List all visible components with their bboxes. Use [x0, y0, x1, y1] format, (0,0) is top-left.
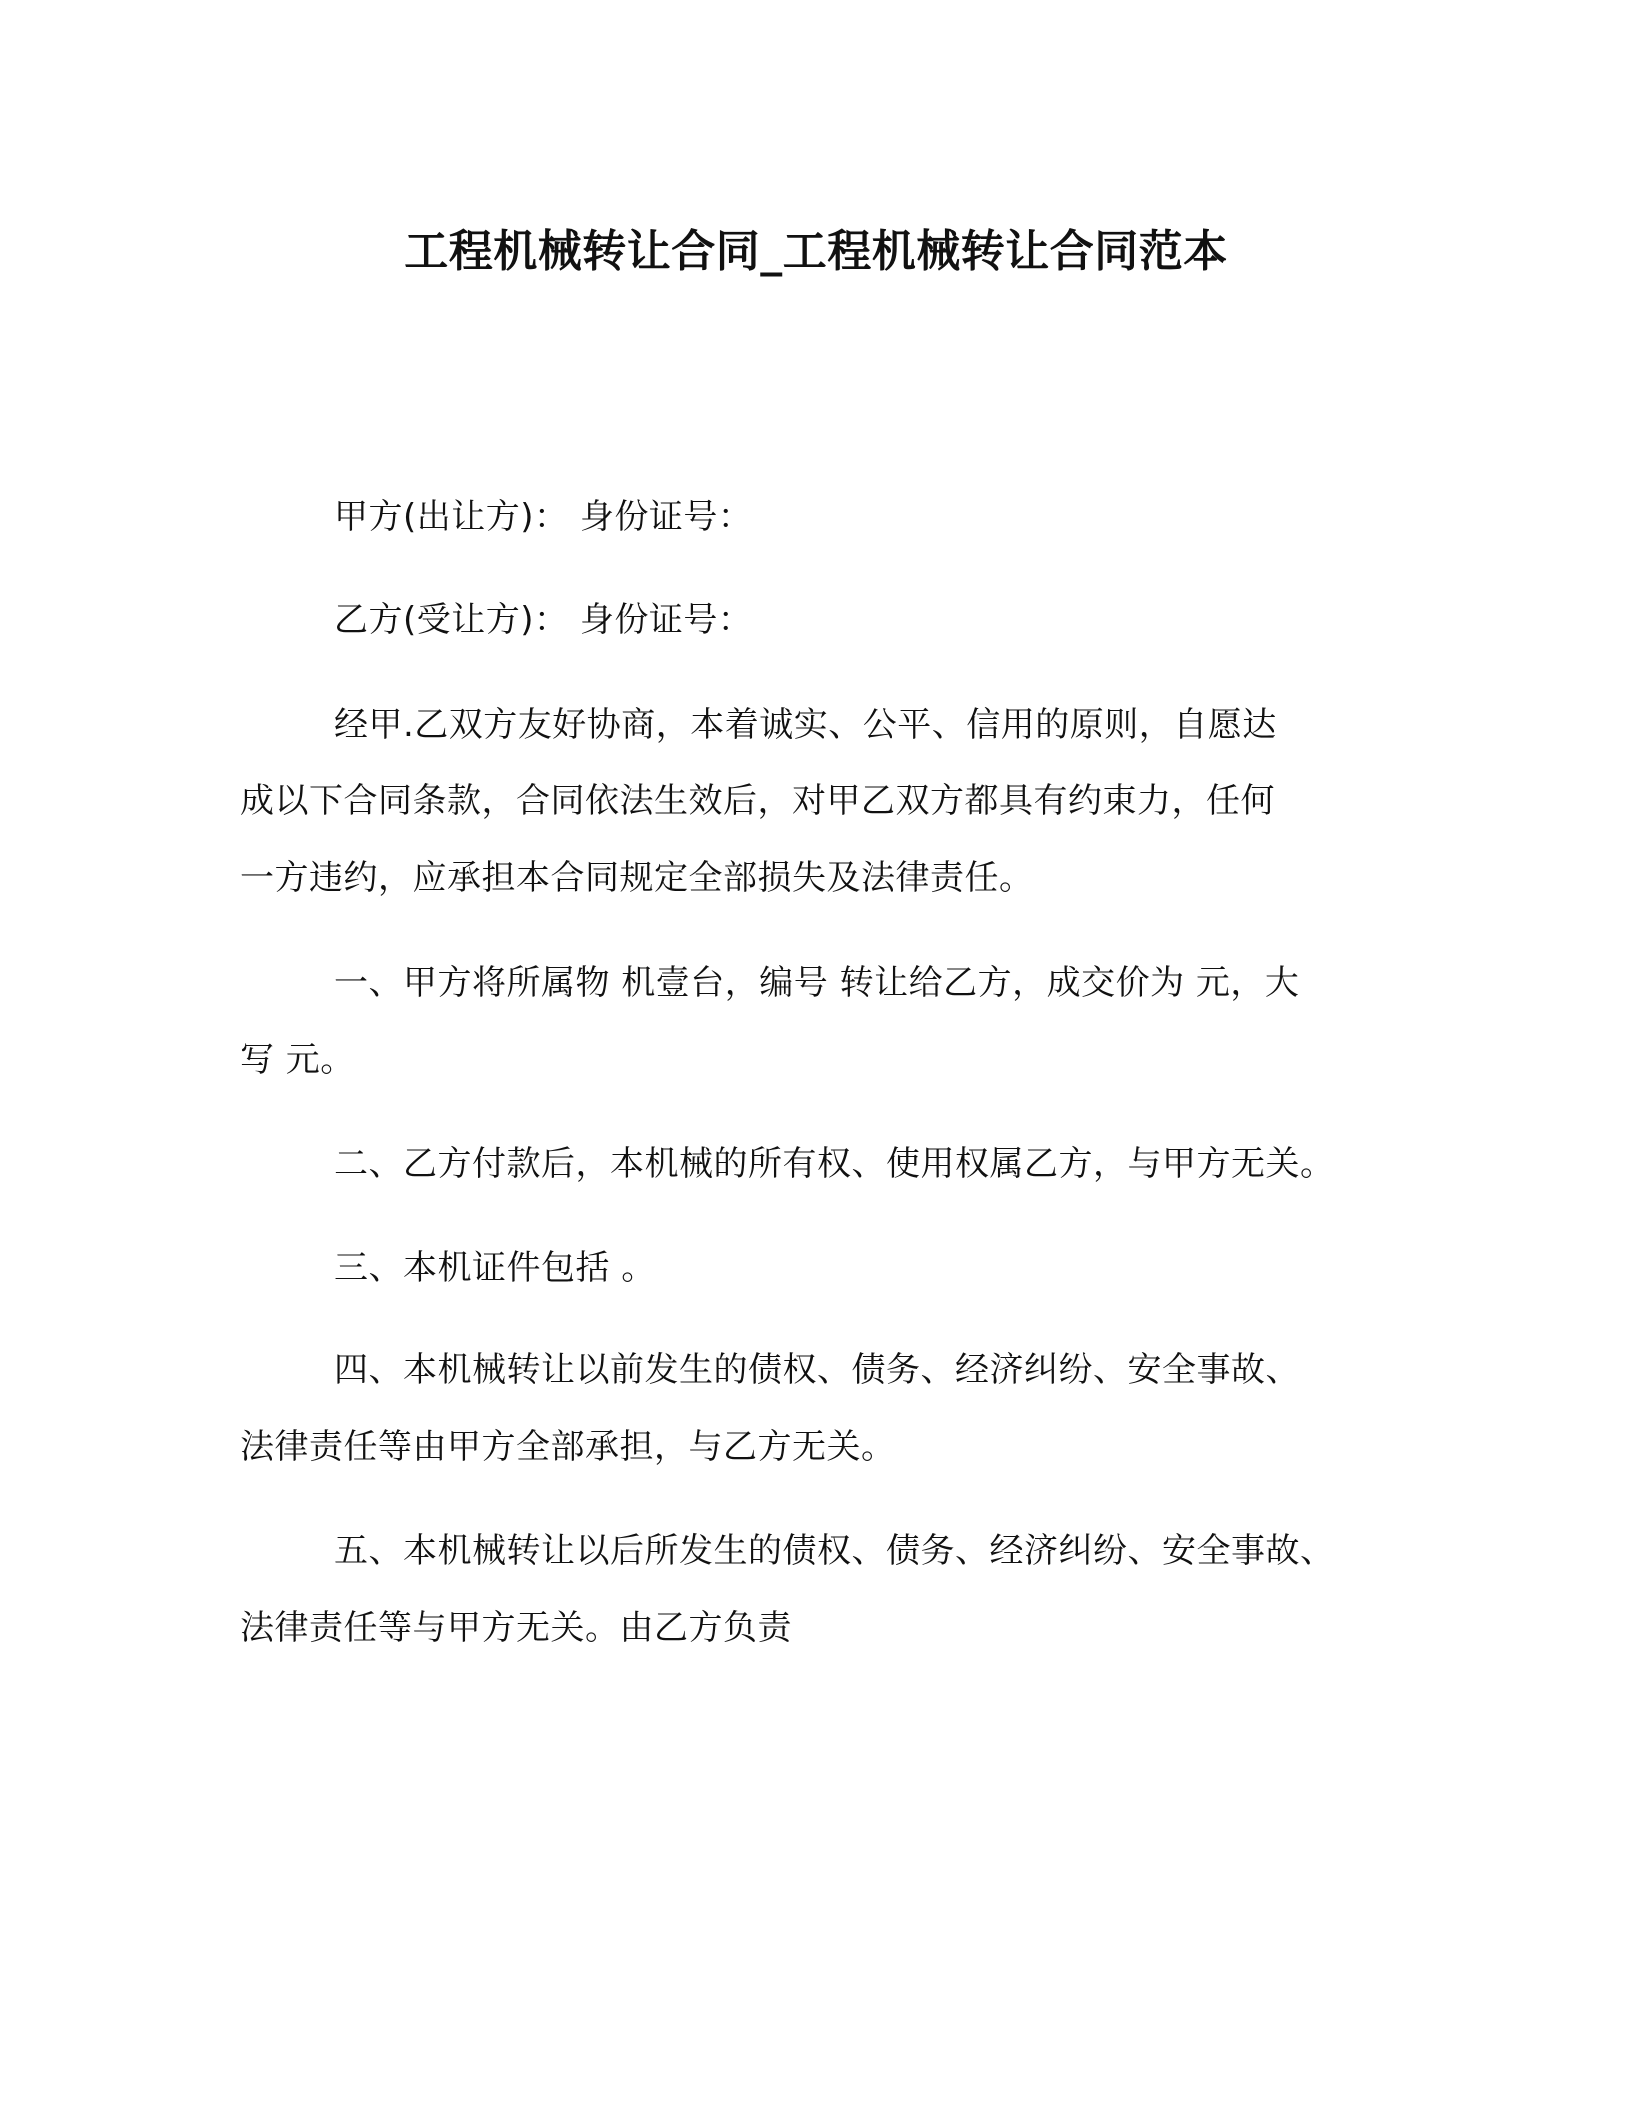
document-title: 工程机械转让合同_工程机械转让合同范本	[404, 226, 1228, 277]
party-a-line: 甲方(出让方)： 身份证号：	[334, 497, 753, 537]
clause-2-line: 二、乙方付款后，本机械的所有权、使用权属乙方，与甲方无关。	[334, 1144, 1335, 1184]
clause-5-line-2: 法律责任等与甲方无关。由乙方负责	[240, 1608, 792, 1648]
clause-3-line: 三、本机证件包括 。	[334, 1248, 656, 1288]
clause-1-line-1: 一、甲方将所属物 机壹台，编号 转让给乙方，成交价为 元，大	[334, 963, 1300, 1003]
intro-line-1: 经甲.乙双方友好协商，本着诚实、公平、信用的原则，自愿达	[334, 705, 1277, 745]
intro-line-2: 成以下合同条款，合同依法生效后，对甲乙双方都具有约束力，任何	[240, 781, 1275, 821]
clause-4-line-2: 法律责任等由甲方全部承担，与乙方无关。	[240, 1427, 896, 1467]
clause-4-line-1: 四、本机械转让以前发生的债权、债务、经济纠纷、安全事故、	[334, 1350, 1300, 1390]
intro-line-3: 一方违约，应承担本合同规定全部损失及法律责任。	[240, 858, 1034, 898]
party-b-line: 乙方(受让方)： 身份证号：	[334, 600, 753, 640]
clause-5-line-1: 五、本机械转让以后所发生的债权、债务、经济纠纷、安全事故、	[334, 1531, 1335, 1571]
clause-1-line-2: 写 元。	[240, 1040, 355, 1080]
